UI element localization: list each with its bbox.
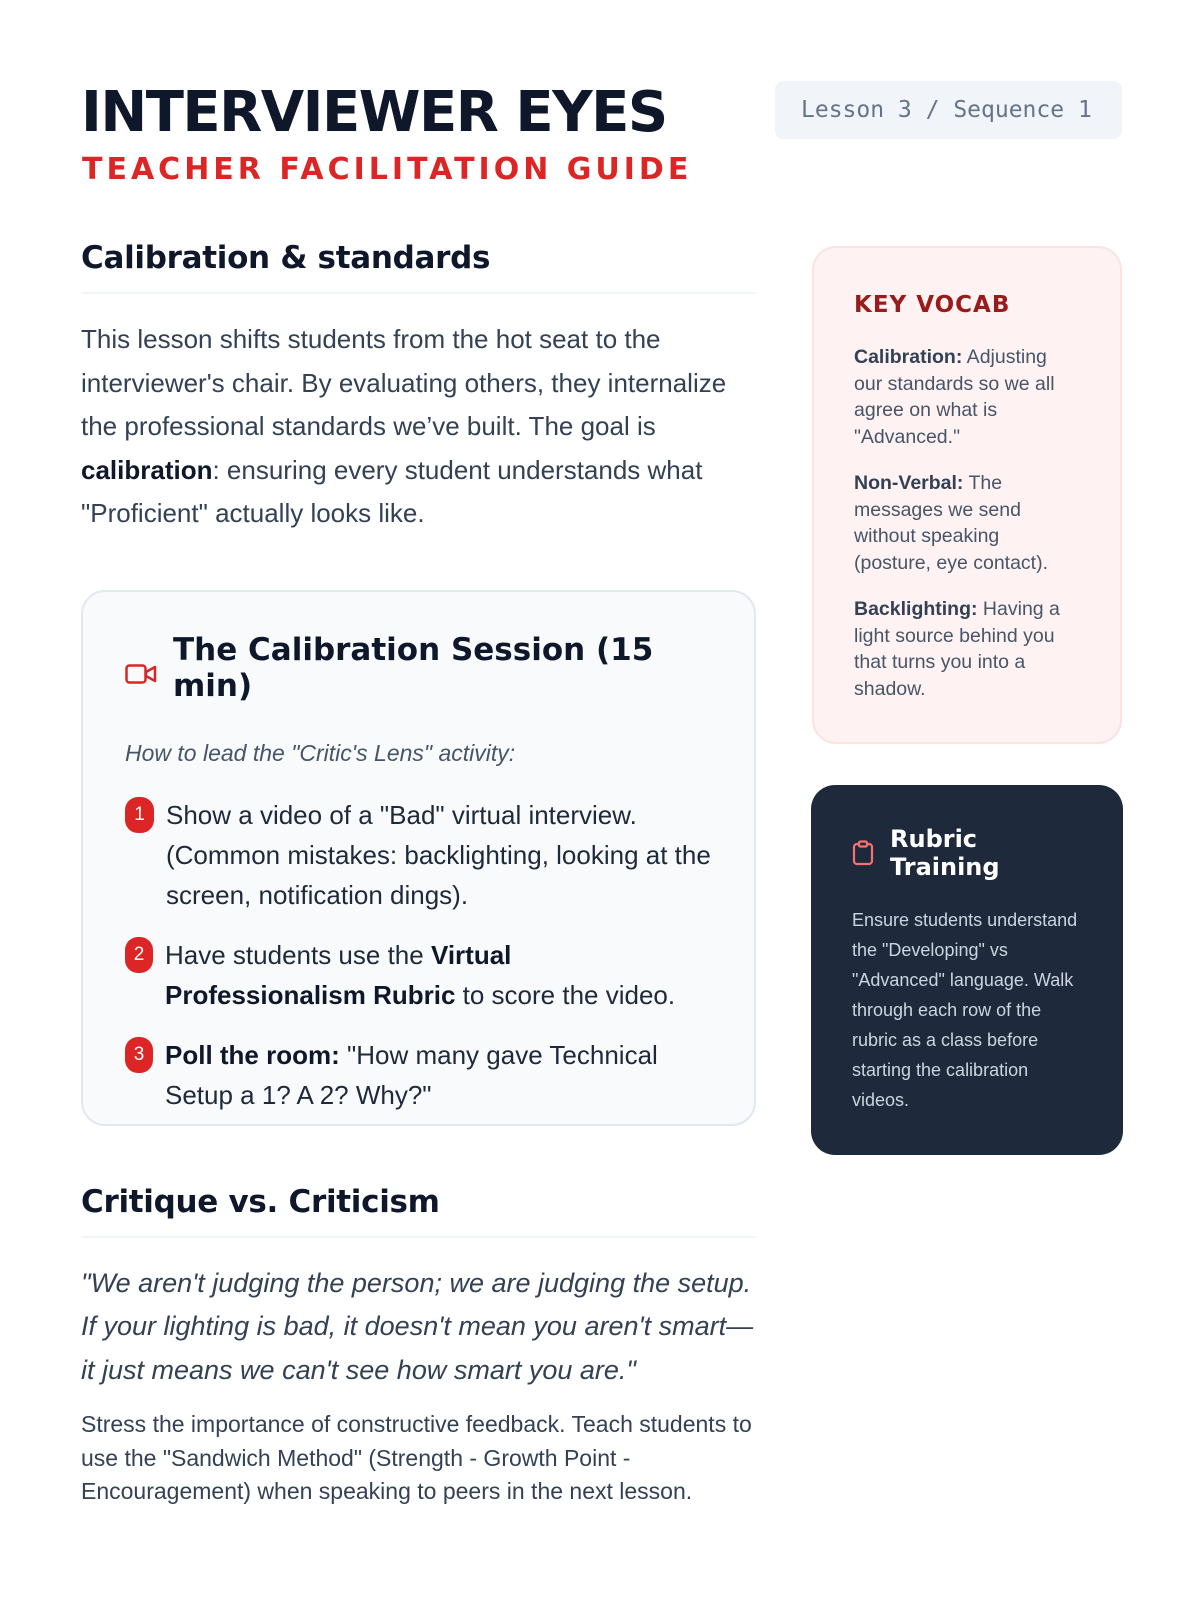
critique-quote: "We aren't judging the person; we are judging the setup. If your lighting is bad, it doesn't mean you aren't smart—it just means we can't see how smart you are." (81, 1267, 754, 1385)
video-camera-icon (125, 657, 157, 679)
step-number-badge: 2 (125, 937, 153, 973)
step-text-bold: Poll the room: (165, 1039, 340, 1070)
session-intro: How to lead the "Critic's Lens" activity: (125, 739, 516, 766)
calibration-session-card (81, 590, 756, 1126)
rubric-title (852, 825, 1083, 881)
vocab-term: Non-Verbal: (854, 472, 964, 494)
vocab-item (854, 344, 1080, 450)
rubric-training-card (811, 785, 1123, 1155)
step-text-post: "How many gave Technical Setup a 1? A 2? Why?" (165, 1039, 658, 1110)
key-vocab-card (812, 246, 1122, 744)
step-number-badge: 1 (125, 797, 154, 833)
vocab-heading: KEY VOCAB (854, 292, 1011, 318)
step-item (125, 1035, 714, 1115)
critique-heading: Critique vs. Criticism (81, 1184, 756, 1238)
page-subtitle: TEACHER FACILITATION GUIDE (82, 152, 693, 187)
page-title: INTERVIEWER EYES (81, 80, 667, 145)
step-text (165, 1035, 714, 1115)
vocab-item (854, 596, 1080, 702)
vocab-term: Calibration: (854, 346, 963, 368)
step-text (165, 935, 714, 1015)
step-number-badge: 3 (125, 1037, 153, 1073)
rubric-body: Ensure students understand the "Developing" vs "Advanced" language. Walk through each row of the rubric as a class before starting the calibration videos. (852, 910, 1078, 1110)
vocab-definition: Having a light source behind you that turns you into a shadow. (854, 598, 1060, 700)
step-text-post: to score the video. (455, 979, 676, 1010)
rubric-title-text: Rubric Training (890, 825, 1000, 881)
calibration-heading: Calibration & standards (81, 240, 756, 294)
main-column (81, 240, 756, 1509)
vocab-item (854, 470, 1080, 576)
vocab-definition: Adjusting our standards so we all agree on what is "Advanced." (854, 346, 1055, 448)
critique-section (81, 1184, 756, 1509)
session-title-text: The Calibration Session (15 min) (173, 631, 654, 704)
step-text-pre: Have students use the (165, 939, 431, 970)
session-steps (125, 795, 714, 1115)
vocab-term: Backlighting: (854, 598, 978, 620)
vocab-definition: The messages we send without speaking (posture, eye contact). (854, 472, 1049, 574)
step-item (125, 795, 714, 915)
step-text-bold: Virtual Professionalism Rubric (165, 939, 512, 1010)
intro-text-start: This lesson shifts students from the hot seat to the interviewer's chair. By evaluating others, they internalize the professional standards we’ve built. The goal is (81, 324, 727, 441)
session-title (125, 632, 714, 704)
calibration-section (81, 240, 756, 1126)
lesson-badge: Lesson 3 / Sequence 1 (775, 81, 1122, 139)
critique-body: Stress the importance of constructive feedback. Teach students to use the "Sandwich Method" (Strength - Growth Point - Encouragement) when speaking to peers in the next lesson. (81, 1411, 752, 1504)
intro-bold-term: calibration (81, 454, 213, 485)
intro-text-end: : ensuring every student understands what "Proficient" actually looks like. (81, 454, 703, 528)
step-item (125, 935, 714, 1015)
clipboard-icon (852, 840, 874, 866)
step-text: Show a video of a "Bad" virtual interview. (Common mistakes: backlighting, looking at the screen, notification dings). (166, 799, 711, 910)
calibration-intro (81, 318, 756, 536)
